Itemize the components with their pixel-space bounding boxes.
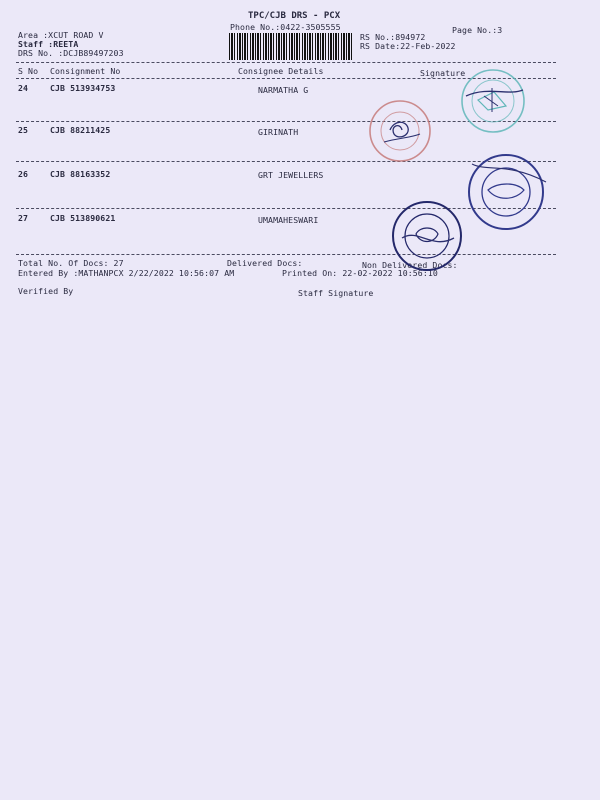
area-label: Area :XCUT ROAD V bbox=[18, 30, 104, 40]
printed-on: Printed On: 22-02-2022 10:56:10 bbox=[282, 268, 438, 278]
row-sno: 25 bbox=[18, 125, 29, 135]
staff-label: Staff :REETA bbox=[18, 39, 79, 49]
row-consignment: CJB 88211425 bbox=[50, 125, 111, 135]
row-sno: 27 bbox=[18, 213, 29, 223]
circular-stamp-grt-jewellers bbox=[458, 152, 560, 232]
verified-by: Verified By bbox=[18, 286, 74, 296]
column-header-consignment: Consignment No bbox=[50, 66, 121, 76]
row-consignment: CJB 88163352 bbox=[50, 169, 111, 179]
circular-stamp-teal bbox=[448, 66, 538, 136]
row-consignee: GRT JEWELLERS bbox=[258, 170, 324, 180]
rs-date: RS Date:22-Feb-2022 bbox=[360, 41, 456, 51]
separator-line bbox=[16, 62, 556, 63]
row-consignment: CJB 513934753 bbox=[50, 83, 116, 93]
entered-by: Entered By :MATHANPCX 2/22/2022 10:56:07 AM bbox=[18, 268, 235, 278]
row-consignee: NARMATHA G bbox=[258, 85, 309, 95]
column-header-signature: Signature bbox=[420, 68, 466, 78]
row-consignee: UMAMAHESWARI bbox=[258, 215, 319, 225]
rs-number: RS No.:894972 bbox=[360, 32, 426, 42]
delivered-docs: Delivered Docs: bbox=[227, 258, 303, 268]
barcode-image bbox=[229, 33, 353, 60]
separator-line bbox=[16, 254, 556, 255]
document-title: TPC/CJB DRS - PCX bbox=[248, 11, 341, 21]
total-docs: Total No. Of Docs: 27 bbox=[18, 258, 124, 268]
phone-number: Phone No.:0422-3505555 bbox=[230, 22, 341, 32]
drs-number: DRS No. :DCJB89497203 bbox=[18, 48, 124, 58]
row-sno: 26 bbox=[18, 169, 29, 179]
circular-stamp-girinath bbox=[364, 96, 444, 166]
page-number: Page No.:3 bbox=[452, 25, 503, 35]
staff-signature-label: Staff Signature bbox=[298, 288, 374, 298]
column-header-sno: S No bbox=[18, 66, 39, 76]
row-sno: 24 bbox=[18, 83, 29, 93]
non-delivered-docs: Non Delivered Docs: bbox=[362, 260, 458, 270]
column-header-consignee: Consignee Details bbox=[238, 66, 324, 76]
row-consignment: CJB 513890621 bbox=[50, 213, 116, 223]
row-consignee: GIRINATH bbox=[258, 127, 299, 137]
circular-stamp-veeyeskay bbox=[382, 198, 472, 272]
